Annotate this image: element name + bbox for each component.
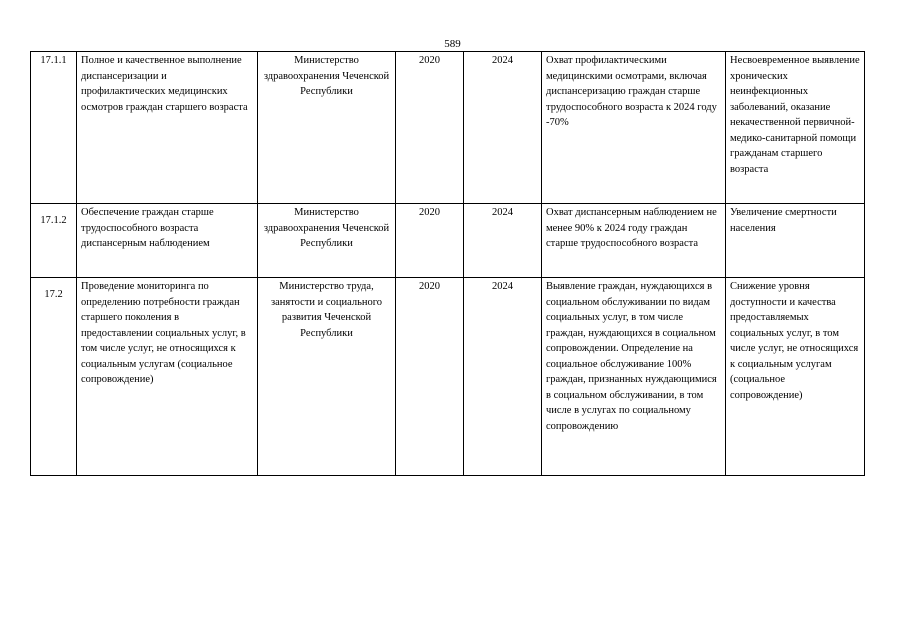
row-number: 17.1.2 xyxy=(31,204,77,278)
end-year: 2024 xyxy=(464,278,542,476)
non-implementation-consequence: Несвоевременное выявление хронических неинфекционных заболеваний, оказание некачественной первичной-медико-санитарной помощи гражданам старшего возраста xyxy=(726,52,865,204)
executor: Министерство здравоохранения Чеченской Республики xyxy=(258,204,396,278)
row-number: 17.2 xyxy=(31,278,77,476)
end-year: 2024 xyxy=(464,204,542,278)
executor: Министерство здравоохранения Чеченской Республики xyxy=(258,52,396,204)
row-number: 17.1.1 xyxy=(31,52,77,204)
table-row xyxy=(31,204,865,278)
activities-table xyxy=(30,51,865,476)
start-year: 2020 xyxy=(396,52,464,204)
non-implementation-consequence: Увеличение смертности населения xyxy=(726,204,865,278)
activity-name: Обеспечение граждан старше трудоспособного возраста диспансерным наблюдением xyxy=(77,204,258,278)
activity-name: Полное и качественное выполнение диспансеризации и профилактических медицинских осмотров граждан старшего возраста xyxy=(77,52,258,204)
table-row xyxy=(31,52,865,204)
end-year: 2024 xyxy=(464,52,542,204)
start-year: 2020 xyxy=(396,204,464,278)
expected-result: Выявление граждан, нуждающихся в социальном обслуживании по видам социальных услуг, в том числе граждан, нуждающихся в социальном сопровождении. Определение на социальное обслуживание 100% граждан, признанных нуждающимися в социальном обслуживании, в том числе в услугах по социальному сопровождению xyxy=(542,278,726,476)
start-year: 2020 xyxy=(396,278,464,476)
executor: Министерство труда, занятости и социального развития Чеченской Республики xyxy=(258,278,396,476)
expected-result: Охват профилактическими медицинскими осмотрами, включая диспансеризацию граждан старше трудоспособного возраста к 2024 году -70% xyxy=(542,52,726,204)
non-implementation-consequence: Снижение уровня доступности и качества предоставляемых социальных услуг, в том числе услуг, не относящихся к социальным услугам (социальное сопровождение) xyxy=(726,278,865,476)
activity-name: Проведение мониторинга по определению потребности граждан старшего поколения в предоставлении социальных услуг, в том числе услуг, не относящихся к социальным услугам (социальное сопровождение) xyxy=(77,278,258,476)
table-row xyxy=(31,278,865,476)
expected-result: Охват диспансерным наблюдением не менее 90% к 2024 году граждан старше трудоспособного возраста xyxy=(542,204,726,278)
page-number: 589 xyxy=(444,38,461,50)
